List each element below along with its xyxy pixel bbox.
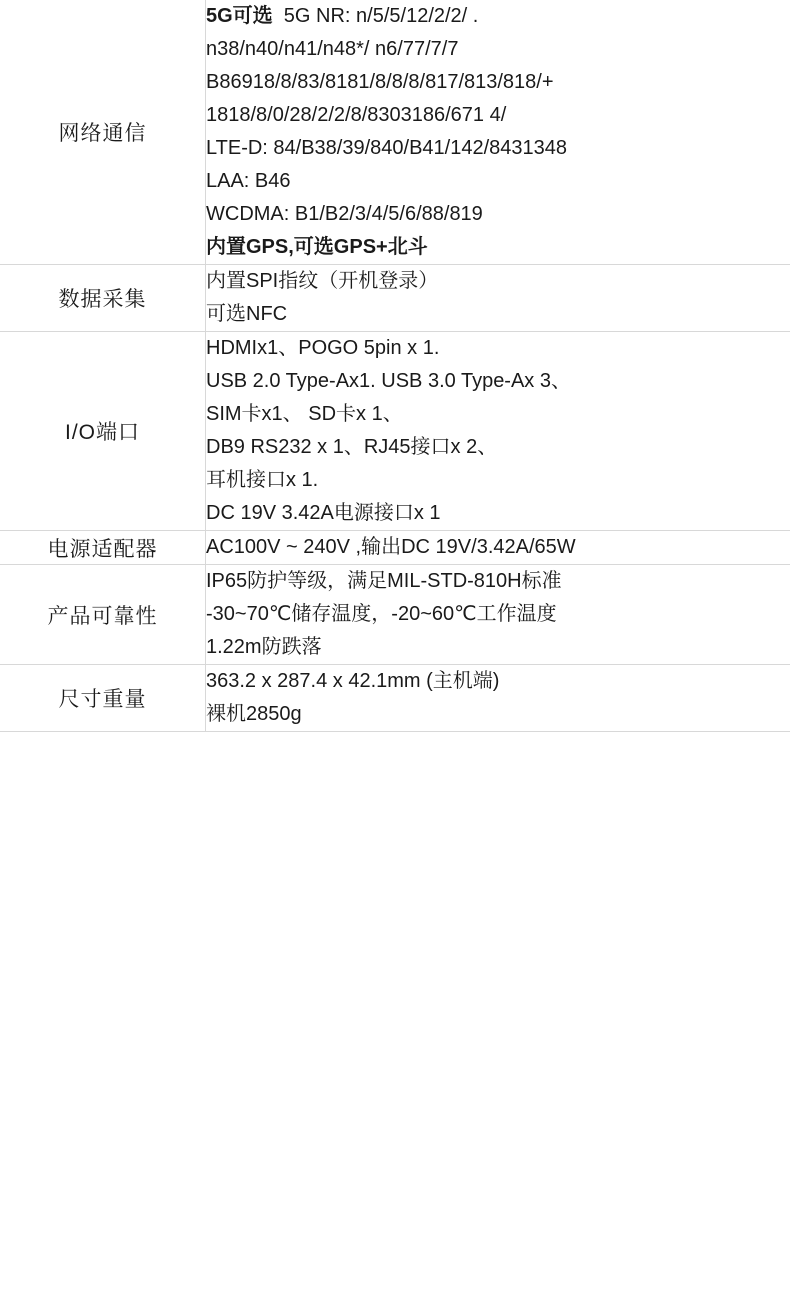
spec-label-text: 产品可靠性 [47,604,158,628]
spec-line: HDMIx1、POGO 5pin x 1. [206,337,440,359]
spec-line: 1.22m防跌落 [206,636,322,658]
spec-label-network [0,0,206,265]
spec-value-io-ports [206,332,790,531]
spec-label-text: 尺寸重量 [58,688,147,711]
spec-label-text: 网络通信 [58,122,147,145]
table-row [0,332,790,531]
spec-label-io-ports [0,332,206,531]
table-row [0,565,790,665]
spec-line: -30~70℃储存温度，-20~60℃工作温度 [206,603,557,625]
spec-label-power-adapter [0,531,206,565]
table-row [0,265,790,332]
spec-label-dimensions-weight [0,665,206,732]
spec-value-data-collection [206,265,790,332]
spec-line: 1818/8/0/28/2/2/8/8303186/671 4/ [206,104,507,126]
table-row [0,531,790,565]
spec-line: 可选NFC [206,303,288,325]
spec-label-text: 数据采集 [58,288,147,311]
spec-line [206,0,790,33]
spec-line: LAA: B46 [206,170,291,192]
spec-line: 内置SPI指纹（开机登录） [206,270,439,292]
spec-label-reliability [0,565,206,665]
spec-value-power-adapter [206,531,790,565]
page-bottom-whitespace [0,732,790,932]
spec-label-text: I/O端口 [64,421,140,444]
spec-line: LTE-D: 84/B38/39/840/B41/142/8431348 [206,137,568,159]
spec-line: B86918/8/83/8181/8/8/8/817/813/818/+ [206,71,554,93]
spec-line: 363.2 x 287.4 x 42.1mm (主机端) [206,670,500,692]
spec-line: USB 2.0 Type-Ax1. USB 3.0 Type-Ax 3、 [206,370,571,392]
spec-label-data-collection [0,265,206,332]
spec-line: WCDMA: B1/B2/3/4/5/6/88/819 [206,203,483,225]
spec-line: SIM卡x1、 SD卡x 1、 [206,403,403,425]
spec-line: 裸机2850g [206,703,302,725]
spec-label-text: 电源适配器 [47,537,158,561]
spec-line: 耳机接口x 1. [206,469,319,491]
spec-line: DB9 RS232 x 1、RJ45接口x 2、 [206,436,498,458]
spec-value-reliability [206,565,790,665]
spec-value-dimensions-weight [206,665,790,732]
table-row [0,665,790,732]
spec-line: n38/n40/n41/n48*/ n6/77/7/7 [206,38,459,60]
spec-line-bold-prefix: 5G可选 [206,5,273,27]
spec-value-network [206,0,790,265]
spec-line: DC 19V 3.42A电源接口x 1 [206,502,441,524]
spec-line: 内置GPS,可选GPS+北斗 [206,236,428,258]
spec-line: AC100V ~ 240V ,输出DC 19V/3.42A/65W [206,536,576,558]
table-row [0,0,790,265]
spec-line-rest: 5G NR: n/5/5/12/2/2/ . [272,5,479,27]
spec-line: IP65防护等级，满足MIL-STD-810H标准 [206,570,562,592]
